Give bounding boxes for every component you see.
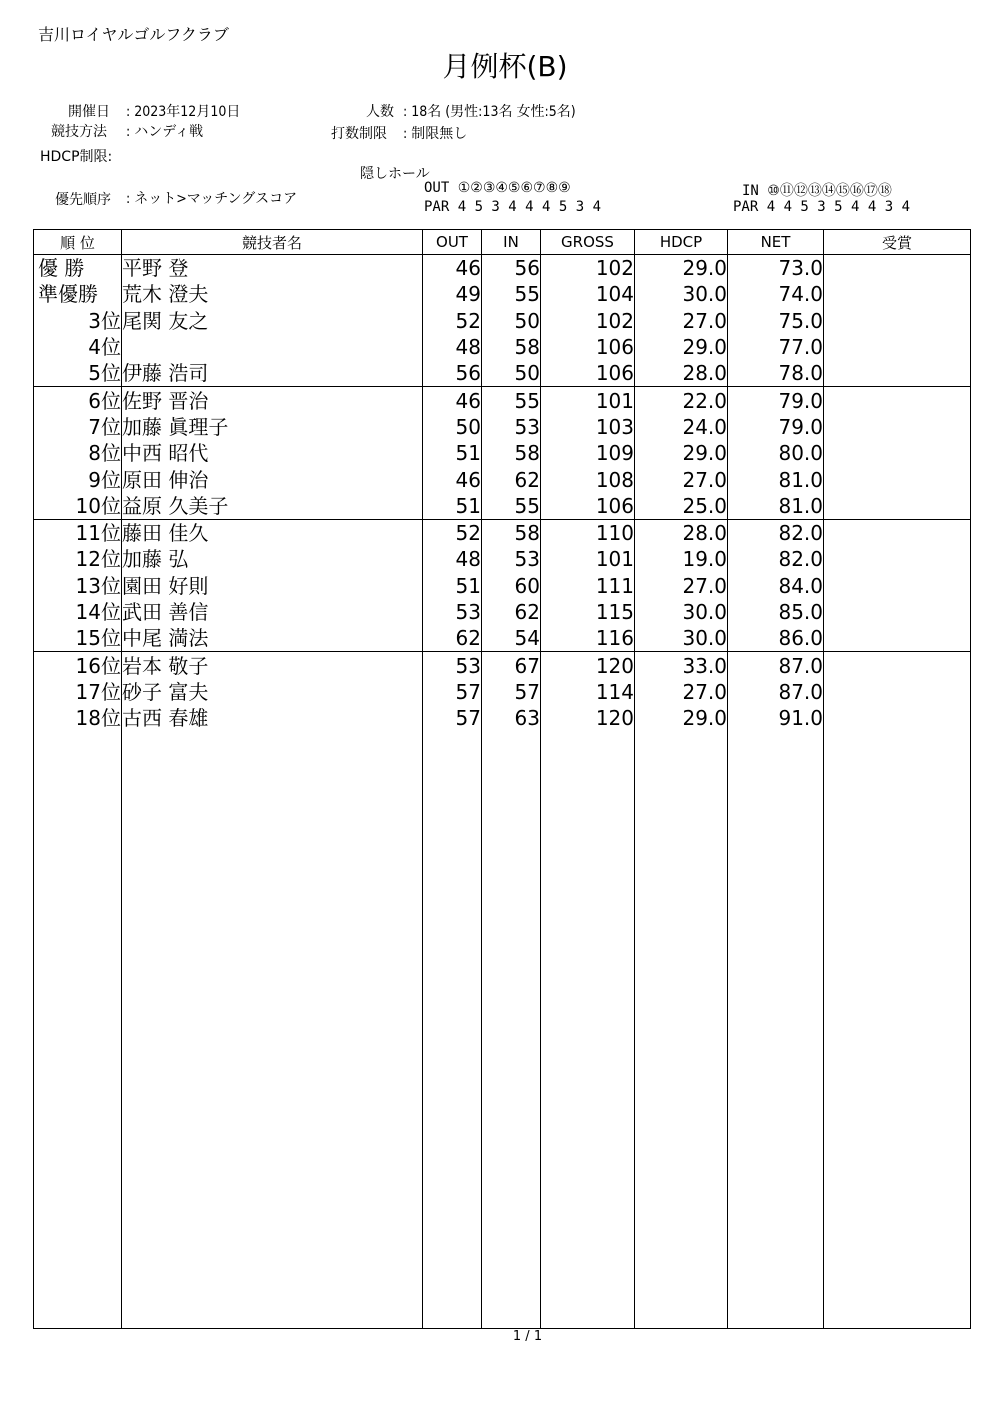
cell-rank: 16位 (34, 652, 122, 679)
cell-net: 79.0 (728, 414, 824, 440)
col-header-out: OUT (423, 230, 482, 255)
table-filler-row (34, 731, 971, 1328)
cell-net: 79.0 (728, 387, 824, 414)
cell-net: 84.0 (728, 573, 824, 599)
cell-gross: 114 (541, 679, 635, 705)
col-header-award: 受賞 (824, 230, 971, 255)
cell-out: 53 (423, 652, 482, 679)
cell-in: 67 (482, 652, 541, 679)
in-holes: IN ⑩⑪⑫⑬⑭⑮⑯⑰⑱ (742, 183, 892, 199)
priority-label: 優先順序 (55, 192, 111, 208)
cell-award (824, 519, 971, 546)
table-header-row (34, 230, 971, 255)
cell-rank: 18位 (34, 705, 122, 731)
cell-name: 加藤 弘 (122, 546, 423, 572)
empty-cell (541, 731, 635, 1328)
cell-hdcp: 30.0 (635, 281, 728, 307)
cell-hdcp: 22.0 (635, 387, 728, 414)
cell-in: 57 (482, 679, 541, 705)
cell-award (824, 493, 971, 520)
table-row (34, 519, 971, 546)
cell-name: 中西 昭代 (122, 440, 423, 466)
cell-out: 51 (423, 440, 482, 466)
col-header-hdcp: HDCP (635, 230, 728, 255)
cell-net: 82.0 (728, 519, 824, 546)
cell-award (824, 546, 971, 572)
col-header-net: NET (728, 230, 824, 255)
in-par: PAR 4 4 5 3 5 4 4 3 4 (733, 199, 911, 215)
cell-out: 48 (423, 546, 482, 572)
cell-name: 武田 善信 (122, 599, 423, 625)
cell-award (824, 705, 971, 731)
cell-in: 50 (482, 308, 541, 334)
cell-gross: 120 (541, 652, 635, 679)
cell-hdcp: 27.0 (635, 466, 728, 492)
cell-out: 46 (423, 466, 482, 492)
col-header-gross: GROSS (541, 230, 635, 255)
cell-gross: 102 (541, 255, 635, 282)
cell-name: 伊藤 浩司 (122, 360, 423, 387)
cell-award (824, 625, 971, 652)
limit-label: 打数制限 (331, 126, 387, 142)
empty-cell (728, 731, 824, 1328)
cell-hdcp: 28.0 (635, 360, 728, 387)
cell-gross: 115 (541, 599, 635, 625)
cell-rank: 7位 (34, 414, 122, 440)
cell-out: 53 (423, 599, 482, 625)
table-row (34, 387, 971, 414)
cell-gross: 110 (541, 519, 635, 546)
cell-name: 益原 久美子 (122, 493, 423, 520)
cell-name: 尾関 友之 (122, 308, 423, 334)
cell-name: 中尾 満法 (122, 625, 423, 652)
cell-rank: 4位 (34, 334, 122, 360)
table-row (34, 652, 971, 679)
page-title: 月例杯(B) (442, 50, 568, 83)
cell-out: 51 (423, 573, 482, 599)
cell-out: 52 (423, 308, 482, 334)
limit-value: : 制限無し (403, 126, 468, 142)
cell-hdcp: 33.0 (635, 652, 728, 679)
cell-award (824, 387, 971, 414)
empty-cell (824, 731, 971, 1328)
empty-cell (482, 731, 541, 1328)
cell-net: 74.0 (728, 281, 824, 307)
cell-net: 87.0 (728, 679, 824, 705)
cell-net: 73.0 (728, 255, 824, 282)
cell-award (824, 281, 971, 307)
cell-name (122, 334, 423, 360)
table-row (34, 493, 971, 520)
cell-out: 57 (423, 705, 482, 731)
table-row (34, 546, 971, 572)
cell-hdcp: 29.0 (635, 255, 728, 282)
cell-gross: 106 (541, 493, 635, 520)
cell-name: 荒木 澄夫 (122, 281, 423, 307)
cell-out: 52 (423, 519, 482, 546)
cell-rank: 8位 (34, 440, 122, 466)
cell-in: 50 (482, 360, 541, 387)
empty-cell (122, 731, 423, 1328)
cell-gross: 106 (541, 360, 635, 387)
cell-hdcp: 30.0 (635, 599, 728, 625)
table-row (34, 625, 971, 652)
people-value: : 18名 (男性:13名 女性:5名) (403, 104, 576, 120)
cell-award (824, 440, 971, 466)
cell-name: 古西 春雄 (122, 705, 423, 731)
cell-rank: 15位 (34, 625, 122, 652)
cell-out: 46 (423, 387, 482, 414)
cell-in: 58 (482, 334, 541, 360)
cell-net: 80.0 (728, 440, 824, 466)
cell-net: 86.0 (728, 625, 824, 652)
table-row (34, 281, 971, 307)
cell-out: 46 (423, 255, 482, 282)
cell-award (824, 334, 971, 360)
cell-out: 57 (423, 679, 482, 705)
table-row (34, 599, 971, 625)
cell-out: 50 (423, 414, 482, 440)
cell-gross: 102 (541, 308, 635, 334)
out-par: PAR 4 5 3 4 4 4 5 3 4 (424, 199, 602, 215)
results-table (33, 229, 971, 1329)
cell-gross: 101 (541, 387, 635, 414)
cell-in: 54 (482, 625, 541, 652)
table-row (34, 360, 971, 387)
cell-gross: 109 (541, 440, 635, 466)
priority-value: : ネット>マッチングスコア (126, 191, 298, 207)
cell-rank: 13位 (34, 573, 122, 599)
cell-award (824, 599, 971, 625)
cell-gross: 111 (541, 573, 635, 599)
table-row (34, 255, 971, 282)
cell-net: 78.0 (728, 360, 824, 387)
cell-name: 藤田 佳久 (122, 519, 423, 546)
cell-in: 62 (482, 466, 541, 492)
club-name: 吉川ロイヤルゴルフクラブ (38, 25, 229, 44)
cell-hdcp: 24.0 (635, 414, 728, 440)
cell-in: 56 (482, 255, 541, 282)
cell-in: 58 (482, 519, 541, 546)
cell-net: 82.0 (728, 546, 824, 572)
cell-out: 48 (423, 334, 482, 360)
cell-in: 53 (482, 414, 541, 440)
cell-award (824, 679, 971, 705)
cell-out: 62 (423, 625, 482, 652)
cell-award (824, 308, 971, 334)
cell-gross: 104 (541, 281, 635, 307)
cell-rank: 9位 (34, 466, 122, 492)
cell-out: 51 (423, 493, 482, 520)
table-row (34, 705, 971, 731)
cell-hdcp: 19.0 (635, 546, 728, 572)
cell-award (824, 573, 971, 599)
cell-gross: 108 (541, 466, 635, 492)
cell-hdcp: 29.0 (635, 334, 728, 360)
table-row (34, 440, 971, 466)
cell-gross: 116 (541, 625, 635, 652)
hidden-holes-label: 隠しホール (360, 166, 430, 182)
cell-rank: 3位 (34, 308, 122, 334)
cell-name: 原田 伸治 (122, 466, 423, 492)
cell-rank: 11位 (34, 519, 122, 546)
cell-award (824, 255, 971, 282)
col-header-in: IN (482, 230, 541, 255)
empty-cell (423, 731, 482, 1328)
cell-hdcp: 27.0 (635, 573, 728, 599)
table-row (34, 414, 971, 440)
cell-net: 77.0 (728, 334, 824, 360)
cell-net: 91.0 (728, 705, 824, 731)
col-header-rank: 順 位 (34, 230, 122, 255)
cell-name: 岩本 敬子 (122, 652, 423, 679)
cell-hdcp: 29.0 (635, 440, 728, 466)
cell-net: 81.0 (728, 466, 824, 492)
cell-hdcp: 28.0 (635, 519, 728, 546)
page-number: 1 / 1 (512, 1329, 543, 1344)
cell-gross: 103 (541, 414, 635, 440)
table-row (34, 466, 971, 492)
cell-name: 園田 好則 (122, 573, 423, 599)
cell-rank: 10位 (34, 493, 122, 520)
cell-rank: 14位 (34, 599, 122, 625)
cell-hdcp: 27.0 (635, 679, 728, 705)
table-row (34, 573, 971, 599)
cell-gross: 120 (541, 705, 635, 731)
cell-in: 63 (482, 705, 541, 731)
cell-hdcp: 25.0 (635, 493, 728, 520)
cell-rank: 準優勝 (34, 281, 122, 307)
cell-name: 加藤 眞理子 (122, 414, 423, 440)
cell-name: 平野 登 (122, 255, 423, 282)
cell-in: 55 (482, 387, 541, 414)
date-label: 開催日 (68, 104, 110, 120)
cell-award (824, 360, 971, 387)
hdcp-limit-label: HDCP制限: (40, 149, 113, 165)
cell-in: 62 (482, 599, 541, 625)
cell-in: 55 (482, 493, 541, 520)
cell-rank: 17位 (34, 679, 122, 705)
out-holes: OUT ①②③④⑤⑥⑦⑧⑨ (424, 180, 571, 196)
cell-rank: 6位 (34, 387, 122, 414)
cell-rank: 5位 (34, 360, 122, 387)
cell-name: 砂子 富夫 (122, 679, 423, 705)
empty-cell (34, 731, 122, 1328)
cell-net: 85.0 (728, 599, 824, 625)
cell-hdcp: 29.0 (635, 705, 728, 731)
cell-award (824, 652, 971, 679)
table-row (34, 679, 971, 705)
cell-in: 53 (482, 546, 541, 572)
method-value: : ハンディ戦 (126, 124, 204, 140)
cell-net: 87.0 (728, 652, 824, 679)
cell-award (824, 414, 971, 440)
cell-in: 55 (482, 281, 541, 307)
cell-hdcp: 30.0 (635, 625, 728, 652)
method-label: 競技方法 (51, 124, 107, 140)
empty-cell (635, 731, 728, 1328)
cell-net: 75.0 (728, 308, 824, 334)
cell-name: 佐野 晋治 (122, 387, 423, 414)
cell-award (824, 466, 971, 492)
col-header-name: 競技者名 (122, 230, 423, 255)
cell-gross: 101 (541, 546, 635, 572)
table-row (34, 308, 971, 334)
cell-gross: 106 (541, 334, 635, 360)
table-row (34, 334, 971, 360)
cell-in: 60 (482, 573, 541, 599)
cell-rank: 12位 (34, 546, 122, 572)
cell-out: 49 (423, 281, 482, 307)
cell-in: 58 (482, 440, 541, 466)
date-value: : 2023年12月10日 (126, 104, 241, 120)
cell-out: 56 (423, 360, 482, 387)
cell-rank: 優 勝 (34, 255, 122, 282)
cell-hdcp: 27.0 (635, 308, 728, 334)
people-label: 人数 (366, 104, 394, 120)
cell-net: 81.0 (728, 493, 824, 520)
